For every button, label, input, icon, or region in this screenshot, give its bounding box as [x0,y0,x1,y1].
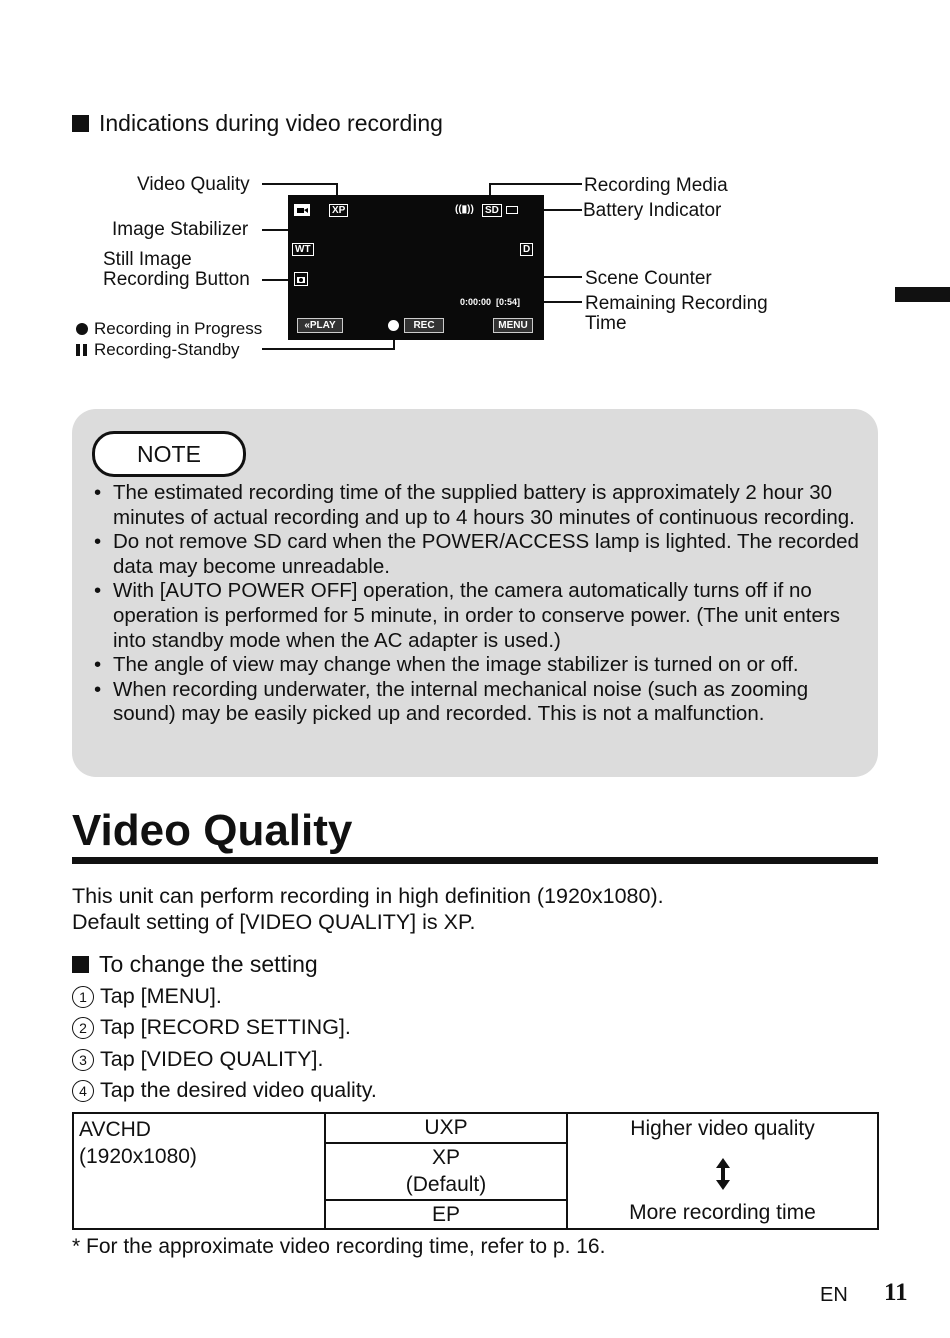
step-2 [72,1015,351,1040]
note-list [92,481,862,727]
note-item: • The estimated recording time of the supplied battery is approximately 2 hour 30 minutes of actual recording and up to 4 hours 30 minutes of continuous recording. [92,481,862,530]
note-box [72,409,878,777]
label-remaining-line1: Remaining Recording [585,293,768,314]
step-text: Tap [RECORD SETTING]. [100,1015,351,1039]
video-quality-table [72,1112,879,1230]
step-text: Tap [VIDEO QUALITY]. [100,1047,324,1071]
leader-rec-h [262,348,395,350]
square-bullet-icon [72,115,89,132]
screen-media-indicator: SD [482,204,502,217]
section-tab-marker [895,287,950,302]
screen-rec-button: REC [404,318,444,333]
label-recording-standby: Recording-Standby [76,339,240,360]
square-bullet-icon [72,956,89,973]
screen-menu-button: MENU [493,318,533,333]
quality-ep: EP [325,1200,567,1229]
screen-d-indicator: D [520,243,533,256]
step-number: 3 [72,1049,94,1071]
page-number: 11 [884,1279,908,1306]
format-cell: AVCHD (1920x1080) [73,1113,325,1229]
title-rule [72,857,878,864]
quality-uxp: UXP [325,1113,567,1143]
screen-counter: 0:00:00 [460,297,492,307]
note-item: • When recording underwater, the internal mechanical noise (such as zooming sound) may be easily picked up and recorded. This is not a malfunction. [92,678,862,727]
step-text: Tap [MENU]. [100,984,222,1008]
step-4 [72,1078,377,1103]
label-video-quality: Video Quality [137,174,250,195]
battery-icon [506,206,518,214]
intro-paragraph-2: Default setting of [VIDEO QUALITY] is XP. [72,910,476,934]
camera-icon [294,272,308,286]
indications-heading-text: Indications during video recording [99,110,443,136]
screen-play-button: «PLAY [297,318,343,333]
up-down-arrow-icon [568,1158,877,1196]
step-text: Tap the desired video quality. [100,1078,377,1102]
footnote: * For the approximate video recording time, refer to p. 16. [72,1235,606,1258]
indications-heading [72,110,443,137]
section-title: Video Quality [72,806,353,855]
step-3 [72,1047,323,1072]
label-recording-media: Recording Media [584,175,728,196]
step-number: 4 [72,1080,94,1102]
screen-remaining: [0:54] [496,297,521,307]
screen-wt-indicator: WT [292,243,314,256]
leader-media-h [489,183,582,185]
label-image-stabilizer: Image Stabilizer [112,219,249,240]
record-dot-icon [76,323,88,335]
screen-quality-indicator: XP [329,204,348,217]
more-time-label: More recording time [629,1201,816,1224]
intro-paragraph-1: This unit can perform recording in high definition (1920x1080). [72,884,664,908]
stabilizer-icon: ((▮)) [455,204,474,215]
video-mode-icon [294,204,310,216]
quality-scale-cell [567,1113,878,1229]
quality-xp: XP (Default) [325,1143,567,1199]
higher-quality-label: Higher video quality [630,1117,815,1140]
label-still-image-line2: Recording Button [103,269,250,290]
note-item: • Do not remove SD card when the POWER/ACCESS lamp is lighted. The recorded data may become unreadable. [92,530,862,579]
note-item: • With [AUTO POWER OFF] operation, the camera automatically turns off if no operation is performed for 5 minute, in order to conserve power. (The unit enters into standby mode when the AC adapter is used.) [92,579,862,653]
camera-screen-illustration [288,195,544,340]
label-remaining-line2: Time [585,313,627,334]
change-setting-heading: To change the setting [72,951,318,978]
label-still-image-line1: Still Image [103,249,192,270]
note-item: • The angle of view may change when the image stabilizer is turned on or off. [92,653,862,678]
step-1 [72,984,222,1009]
note-label: NOTE [92,431,246,477]
step-number: 2 [72,1017,94,1039]
language-marker: EN [820,1284,848,1306]
step-number: 1 [72,986,94,1008]
leader-video-quality-h [262,183,338,185]
label-battery-indicator: Battery Indicator [583,200,722,221]
label-scene-counter: Scene Counter [585,268,712,289]
screen-rec-dot-icon [388,320,399,331]
label-recording-progress: Recording in Progress [76,318,262,339]
pause-icon [76,344,87,356]
